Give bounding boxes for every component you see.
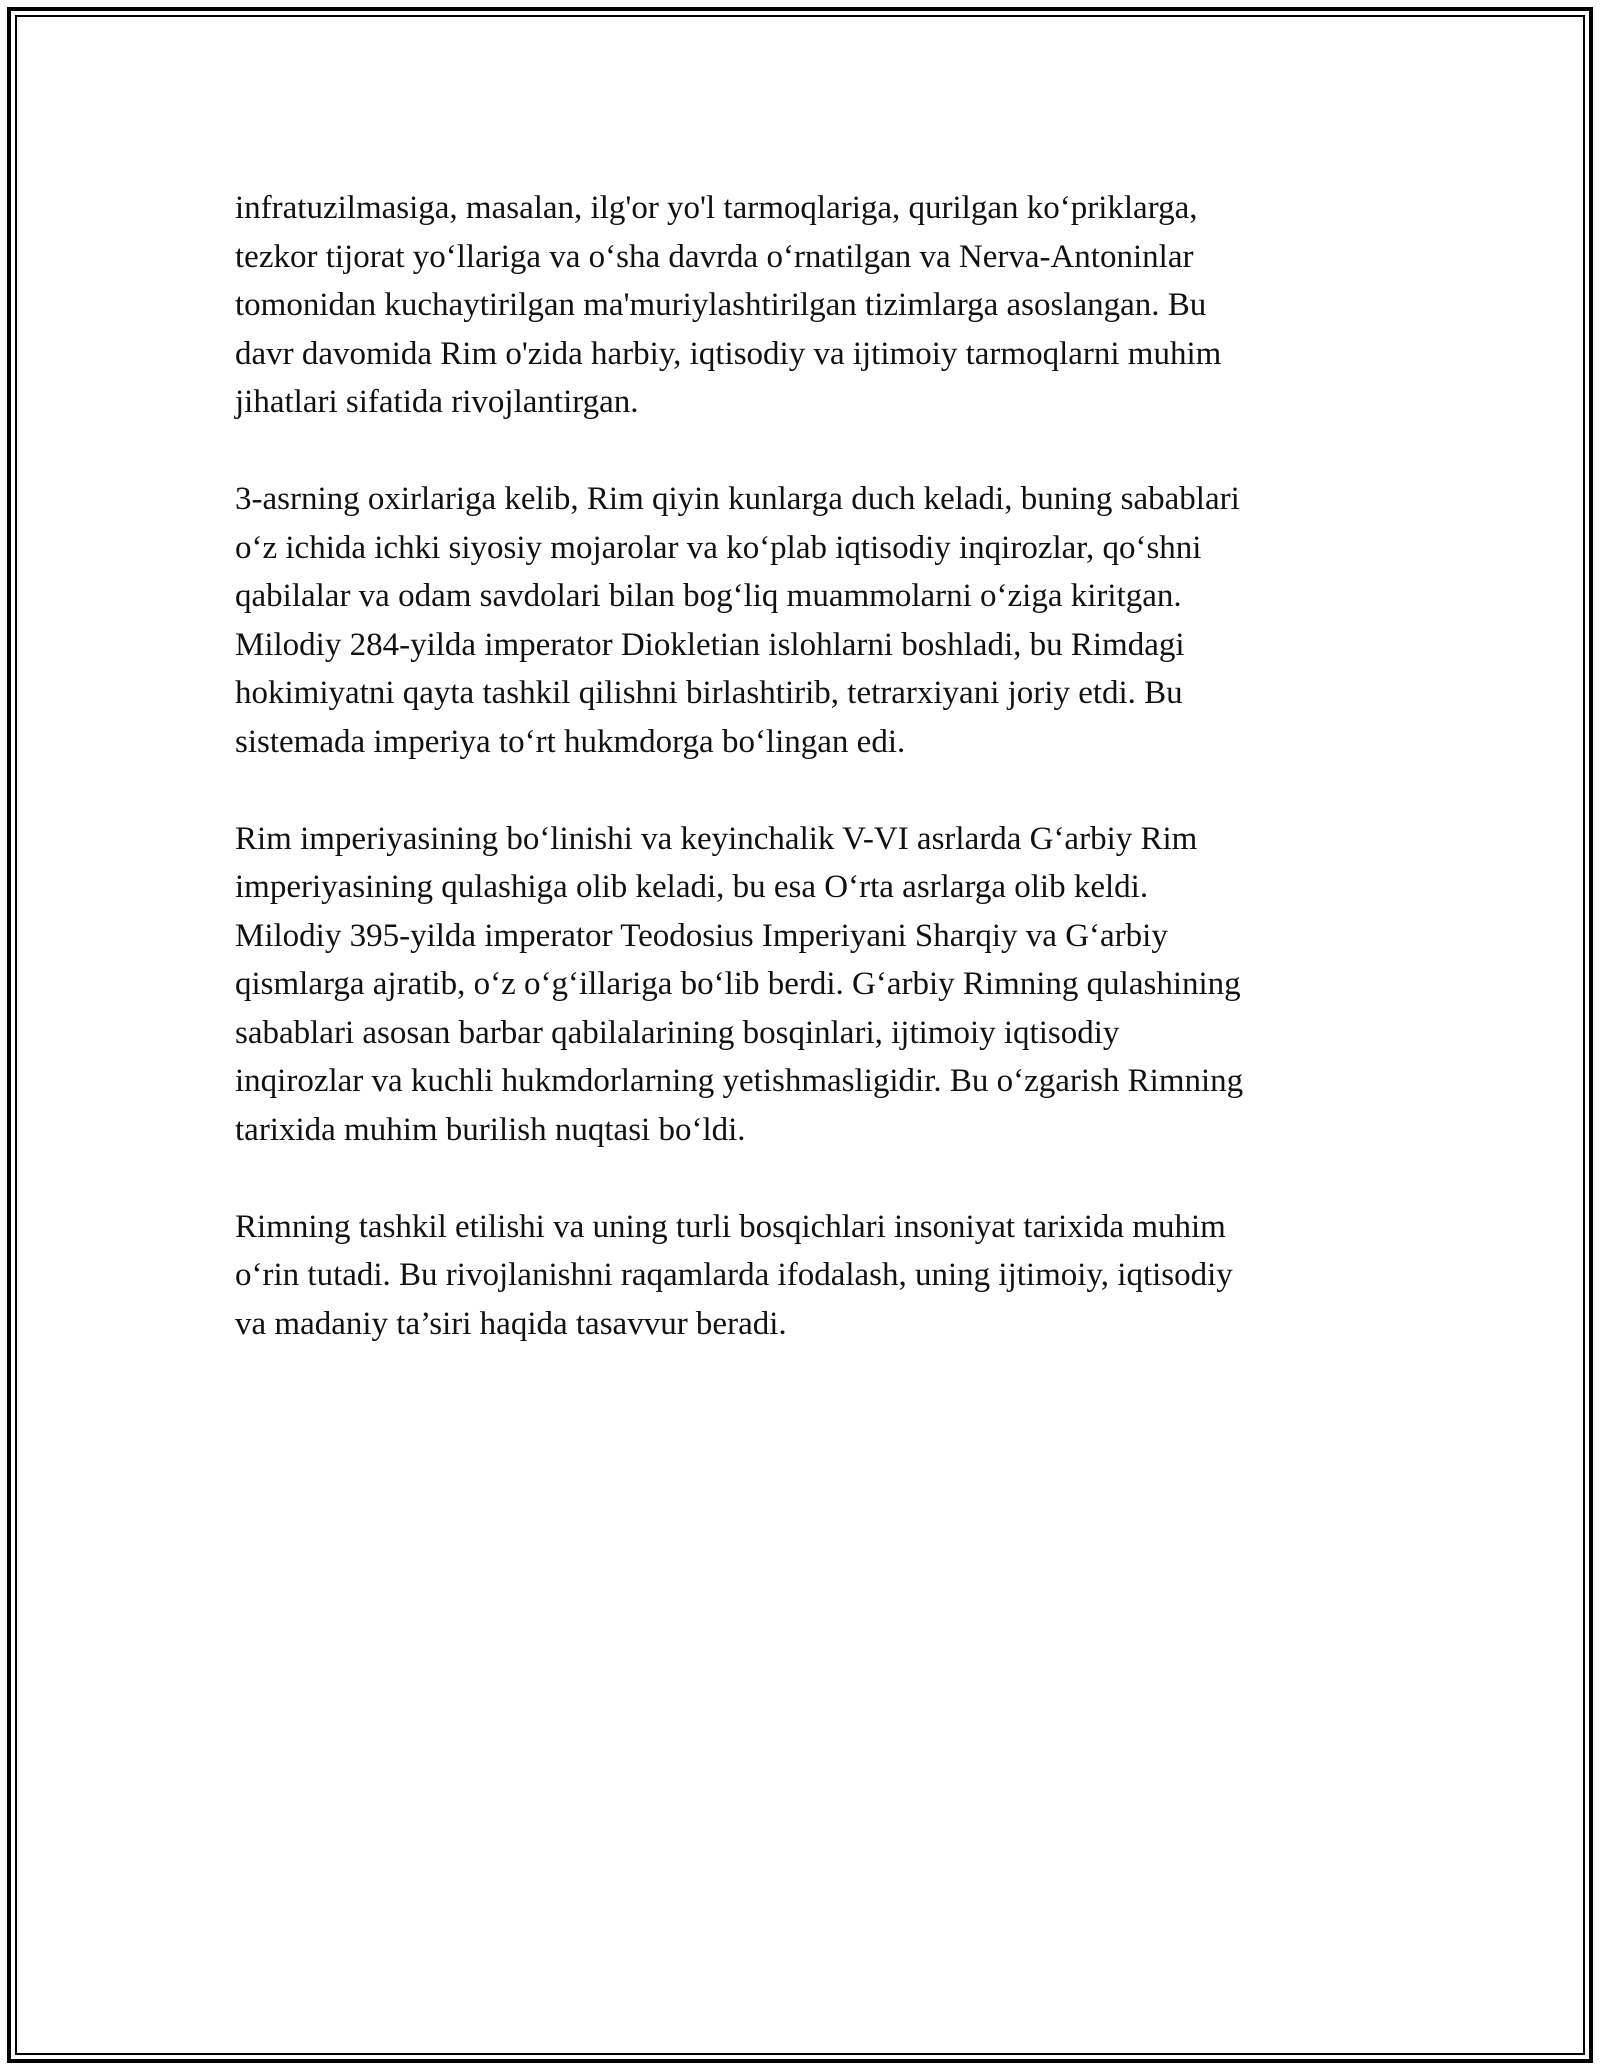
text-line: sabablari asosan barbar qabilalarining bosqinlari, ijtimoiy iqtisodiy (235, 1014, 1120, 1051)
text-line: sistemada imperiya to‘rt hukmdorga bo‘lingan edi. (235, 723, 906, 760)
text-line: hokimiyatni qayta tashkil qilishni birlashtirib, tetrarxiyani joriy etdi. Bu (235, 675, 1183, 711)
paragraph-2 (235, 475, 1385, 766)
text-line: Milodiy 284-yilda imperator Diokletian islohlarni boshladi, bu Rimdagi (235, 626, 1185, 663)
text-line: 3-asrning oxirlariga kelib, Rim qiyin kunlarga duch keladi, buning sabablari (235, 481, 1240, 517)
text-line: o‘z ichida ichki siyosiy mojarolar va ko‘plab iqtisodiy inqirozlar, qo‘shni (235, 529, 1202, 566)
text-line: inqirozlar va kuchli hukmdorlarning yetishmasligidir. Bu o‘zgarish Rimning (235, 1063, 1244, 1099)
text-line: qismlarga ajratib, o‘z o‘g‘illariga bo‘lib berdi. G‘arbiy Rimning qulashining (235, 966, 1241, 1002)
text-line: Milodiy 395-yilda imperator Teodosius Imperiyani Sharqiy va G‘arbiy (235, 917, 1168, 954)
paragraph-3 (235, 815, 1385, 1155)
text-line: jihatlari sifatida rivojlantirgan. (235, 384, 639, 420)
text-line: Rimning tashkil etilishi va uning turli bosqichlari insoniyat tarixida muhim (235, 1208, 1226, 1245)
text-line: tezkor tijorat yo‘llariga va o‘sha davrda o‘rnatilgan va Nerva-Antoninlar (235, 238, 1194, 275)
text-line: imperiyasining qulashiga olib keladi, bu esa O‘rta asrlarga olib keldi. (235, 869, 1149, 905)
document-body (235, 184, 1385, 1397)
text-line: tarixida muhim burilish nuqtasi bo‘ldi. (235, 1111, 746, 1148)
paragraph-1 (235, 184, 1385, 427)
paragraph-4 (235, 1203, 1385, 1349)
text-line: qabilalar va odam savdolari bilan bog‘liq muammolarni o‘ziga kiritgan. (235, 578, 1182, 614)
text-line: Rim imperiyasining bo‘linishi va keyinchalik V-VI asrlarda G‘arbiy Rim (235, 820, 1198, 857)
text-line: tomonidan kuchaytirilgan ma'muriylashtirilgan tizimlarga asoslangan. Bu (235, 287, 1207, 323)
text-line: infratuzilmasiga, masalan, ilg'or yo'l tarmoqlariga, qurilgan ko‘priklarga, (235, 190, 1198, 226)
text-line: va madaniy ta’siri haqida tasavvur beradi. (235, 1305, 787, 1342)
text-line: o‘rin tutadi. Bu rivojlanishni raqamlarda ifodalash, uning ijtimoiy, iqtisodiy (235, 1257, 1233, 1293)
text-line: davr davomida Rim o'zida harbiy, iqtisodiy va ijtimoiy tarmoqlarni muhim (235, 335, 1222, 372)
